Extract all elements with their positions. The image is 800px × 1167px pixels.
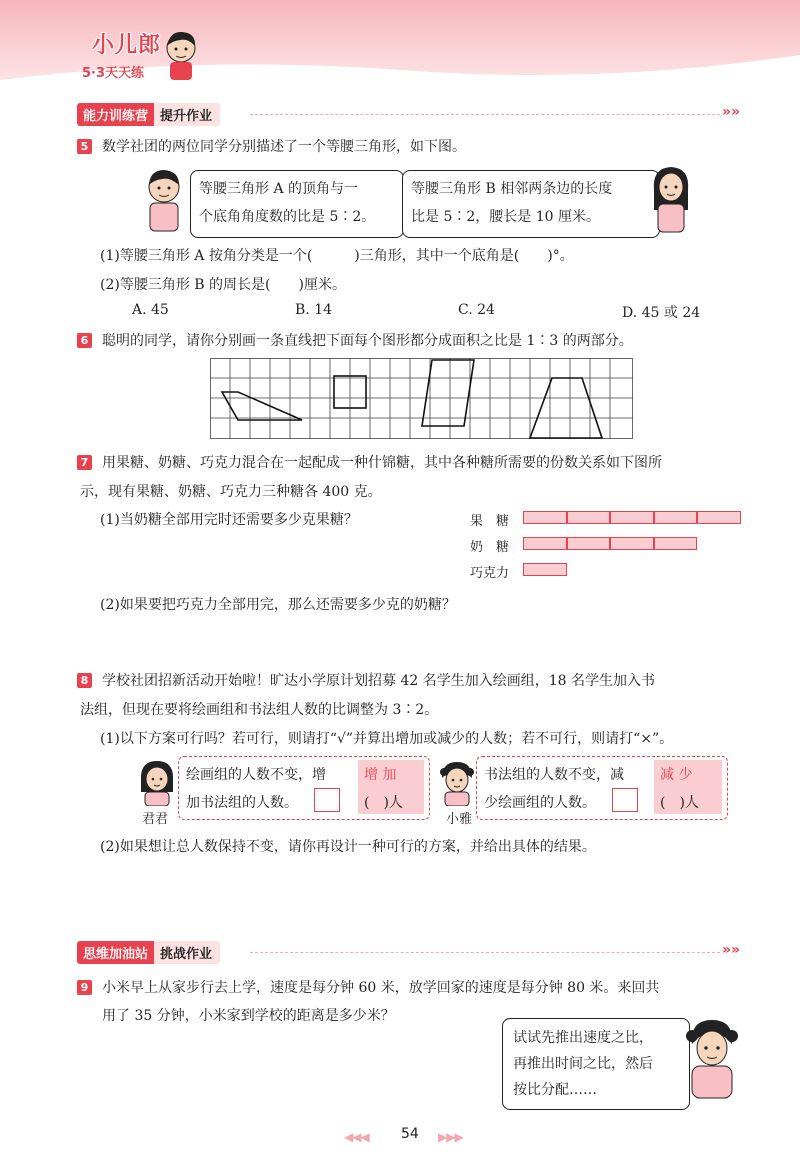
bubble-line: 等腰三角形 B 相邻两条边的长度	[411, 181, 613, 197]
page-number: 54	[401, 1126, 419, 1142]
section-sub-label: 提升作业	[154, 103, 220, 126]
series-title: 5·3天天练	[82, 66, 145, 81]
student-name: 君君	[142, 812, 169, 827]
speech-bubble-triangle-a	[190, 170, 404, 238]
mascot-boy-icon	[160, 28, 202, 82]
section-header-thinking	[77, 941, 220, 963]
ratio-bar-unit	[654, 537, 698, 550]
trapezoid-shape	[530, 378, 602, 438]
plan-b-line: 少绘画组的人数。	[484, 795, 596, 811]
bubble-line: 等腰三角形 A 的顶角与一	[199, 181, 359, 197]
ratio-bar-unit	[610, 511, 654, 524]
grid-figure	[210, 358, 634, 440]
girl-hint-icon	[682, 1014, 742, 1100]
brand-title: 小儿郎	[92, 33, 162, 58]
option-b: B. 14	[295, 302, 333, 318]
prev-page-icon[interactable]: ◀◀◀	[344, 1130, 369, 1144]
bubble-line: 比是 5∶2，腰长是 10 厘米。	[411, 209, 600, 225]
question-stem-cont: 法组，但现在要将绘画组和书法组人数的比调整为 3∶2。	[80, 702, 439, 718]
question-stem: 学校社团招新活动开始啦！旷达小学原计划招募 42 名学生加入绘画组，18 名学生加入书	[102, 673, 655, 689]
ratio-bar-unit	[610, 537, 654, 550]
answer-checkbox[interactable]	[612, 788, 638, 812]
ratio-bar-unit	[697, 511, 741, 524]
option-d: D. 45 或 24	[622, 305, 701, 321]
section-header-ability	[77, 103, 220, 125]
question-stem: 聪明的同学，请你分别画一条直线把下面每个图形都分成面积之比是 1∶3 的两部分。	[102, 333, 633, 349]
girl-junjun-icon	[136, 758, 178, 806]
answer-checkbox[interactable]	[314, 788, 340, 812]
question-part-2: (2)等腰三角形 B 的周长是( )厘米。	[100, 277, 346, 293]
ratio-bar-unit	[567, 511, 611, 524]
ratio-bar-unit	[523, 563, 567, 576]
question-part-1: (1)当奶糖全部用完时还需要多少克果糖？	[100, 512, 358, 528]
question-part-1: (1)以下方案可行吗？若可行，则请打“√”并算出增加或减少的人数；若不可行，则请打“×”。	[100, 731, 674, 747]
question-number: 8	[77, 673, 92, 688]
section-lead-label: 能力训练营	[77, 103, 154, 126]
divider	[250, 952, 720, 953]
question-stem: 数学社团的两位同学分别描述了一个等腰三角形，如下图。	[102, 139, 466, 155]
chevron-right-icon: »»	[722, 104, 741, 120]
question-stem: 小米早上从家步行去上学，速度是每分钟 60 米，放学回家的速度是每分钟 80 米。来回共	[102, 980, 660, 996]
boy-student-icon	[140, 165, 188, 233]
section-lead-label: 思维加油站	[77, 941, 154, 964]
hint-line: 再推出时间之比，然后	[513, 1056, 653, 1072]
chart-label-chocolate: 巧克力	[470, 566, 510, 581]
ratio-bar-unit	[523, 511, 567, 524]
plan-a-blank: ( )人	[364, 795, 403, 811]
bubble-line: 个底角角度数的比是 5∶2。	[199, 209, 376, 225]
ratio-bar-unit	[523, 537, 567, 550]
option-a: A. 45	[132, 302, 169, 318]
plan-b-blank: ( )人	[660, 795, 699, 811]
plan-b-tag: 减 少	[660, 767, 693, 783]
question-stem-cont: 示，现有果糖、奶糖、巧克力三种糖各 400 克。	[80, 484, 382, 500]
girl-student-icon	[648, 162, 694, 234]
hint-bubble	[502, 1018, 690, 1110]
chevron-right-icon: »»	[722, 942, 741, 958]
question-part-2: (2)如果要把巧克力全部用完，那么还需要多少克的奶糖？	[100, 597, 456, 613]
question-part-1: (1)等腰三角形 A 按角分类是一个( )三角形，其中一个底角是( )°。	[100, 248, 574, 264]
plan-a-tag: 增 加	[364, 767, 397, 783]
plan-a-line: 绘画组的人数不变，增	[186, 767, 326, 783]
question-number: 6	[77, 333, 92, 348]
ratio-bar-unit	[567, 537, 611, 550]
girl-xiaoya-icon	[436, 758, 478, 806]
chart-label-milk: 奶 糖	[470, 540, 510, 555]
ratio-bar-unit	[654, 511, 698, 524]
plan-a-line: 加书法组的人数。	[186, 795, 298, 811]
question-stem: 用果糖、奶糖、巧克力混合在一起配成一种什锦糖，其中各种糖所需要的份数关系如下图所	[102, 455, 662, 471]
divider	[250, 114, 720, 115]
question-stem-cont: 用了 35 分钟，小米家到学校的距离是多少米？	[102, 1008, 395, 1024]
hint-line: 试试先推出速度之比，	[513, 1030, 653, 1046]
option-c: C. 24	[458, 302, 495, 318]
section-sub-label: 挑战作业	[154, 941, 220, 964]
question-part-2: (2)如果想让总人数保持不变，请你再设计一种可行的方案，并给出具体的结果。	[100, 839, 596, 855]
next-page-icon[interactable]: ▶▶▶	[438, 1130, 463, 1144]
plan-b-line: 书法组的人数不变，减	[484, 767, 624, 783]
speech-bubble-triangle-b	[402, 170, 660, 238]
question-number: 9	[77, 980, 92, 995]
question-number: 7	[77, 455, 92, 470]
hint-line: 按比分配……	[513, 1082, 597, 1098]
chart-label-fruit: 果 糖	[470, 514, 510, 529]
question-number: 5	[77, 139, 92, 154]
student-name: 小雅	[446, 812, 473, 827]
